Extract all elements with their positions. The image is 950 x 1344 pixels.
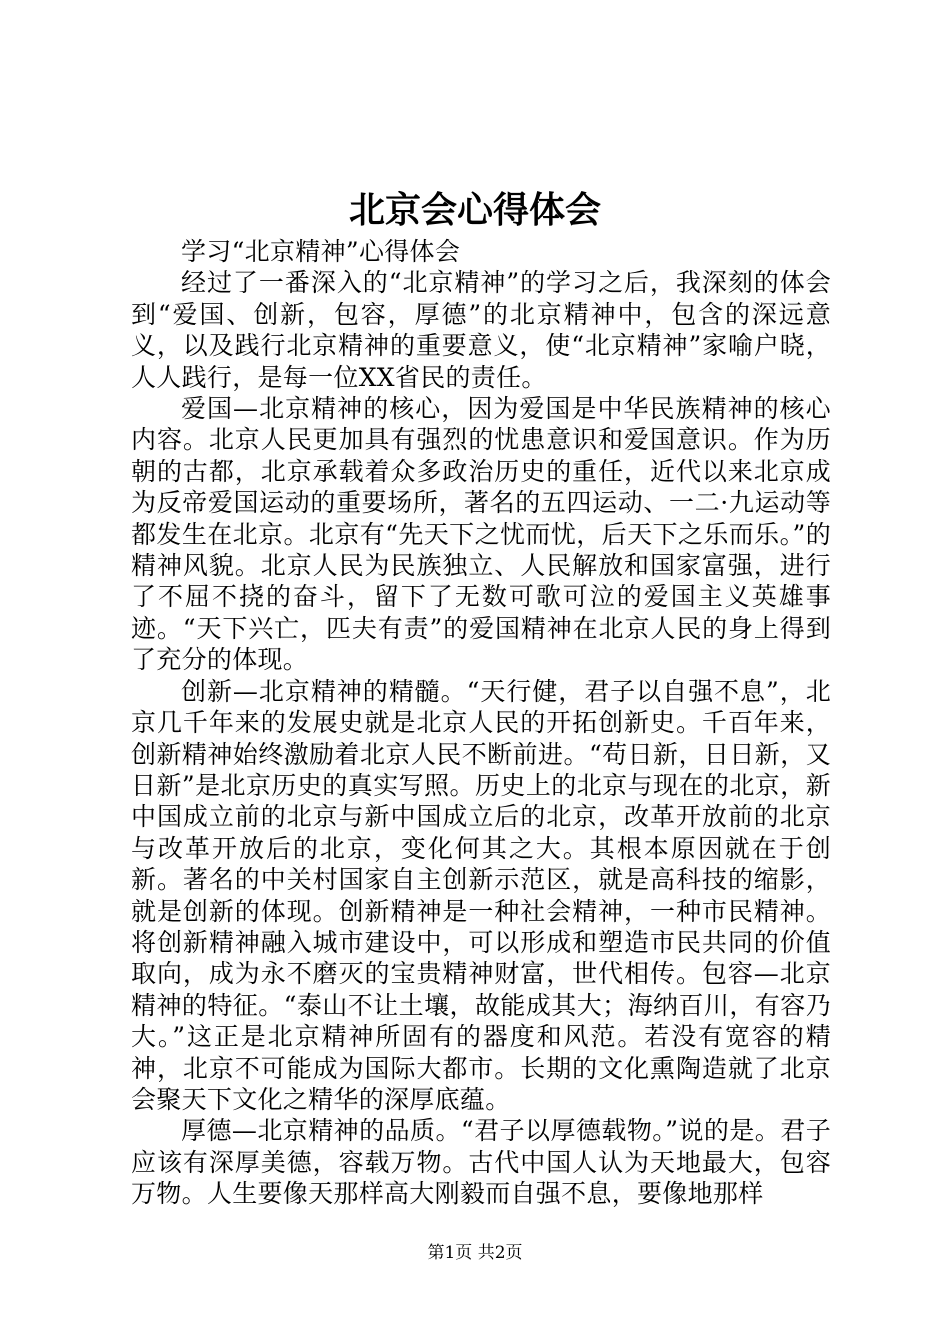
paragraph-virtue: 厚德—北京精神的品质。“君子以厚德载物。”说的是。君子应该有深厚美德，容载万物。古代中国人认为天地最大，包容万物。人生要像天那样高大刚毅而自强不息，要像地那样	[131, 1116, 831, 1209]
page-title: 北京会心得体会	[348, 189, 601, 231]
paragraph-subtitle: 学习“北京精神”心得体会	[181, 237, 461, 266]
page-number: 第1页 共2页	[427, 1243, 523, 1263]
document-body	[131, 236, 831, 1210]
paragraph-intro: 经过了一番深入的“北京精神”的学习之后，我深刻的体会到“爱国、创新，包容，厚德”的北京精神中，包含的深远意义，以及践行北京精神的重要意义，使“北京精神”家喻户晓，人人践行，是每一位XX省民的责任。	[131, 268, 831, 392]
paragraph-patriotism: 爱国—北京精神的核心，因为爱国是中华民族精神的核心内容。北京人民更加具有强烈的忧患意识和爱国意识。作为历朝的古都，北京承载着众多政治历史的重任，近代以来北京成为反帝爱国运动的重要场所，著名的五四运动、一二·九运动等都发生在北京。北京有“先天下之忧而忧，后天下之乐而乐。”的精神风貌。北京人民为民族独立、人民解放和国家富强，进行了不屈不挠的奋斗，留下了无数可歌可泣的爱国主义英雄事迹。“天下兴亡，匹夫有责”的爱国精神在北京人民的身上得到了充分的体现。	[131, 394, 831, 675]
paragraph-innovation: 创新—北京精神的精髓。“天行健，君子以自强不息”，北京几千年来的发展史就是北京人民的开拓创新史。千百年来，创新精神始终激励着北京人民不断前进。“苟日新，日日新，又日新”是北京历史的真实写照。历史上的北京与现在的北京，新中国成立前的北京与新中国成立后的北京，改革开放前的北京与改革开放后的北京，变化何其之大。其根本原因就在于创新。著名的中关村国家自主创新示范区，就是高科技的缩影，就是创新的体现。创新精神是一种社会精神，一种市民精神。将创新精神融入城市建设中，可以形成和塑造市民共同的价值取向，成为永不磨灭的宝贵精神财富，世代相传。包容—北京精神的特征。“泰山不让土壤，故能成其大；海纳百川，有容乃大。”这正是北京精神所固有的器度和风范。若没有宽容的精神，北京不可能成为国际大都市。长期的文化熏陶造就了北京会聚天下文化之精华的深厚底蕴。	[131, 676, 831, 1114]
